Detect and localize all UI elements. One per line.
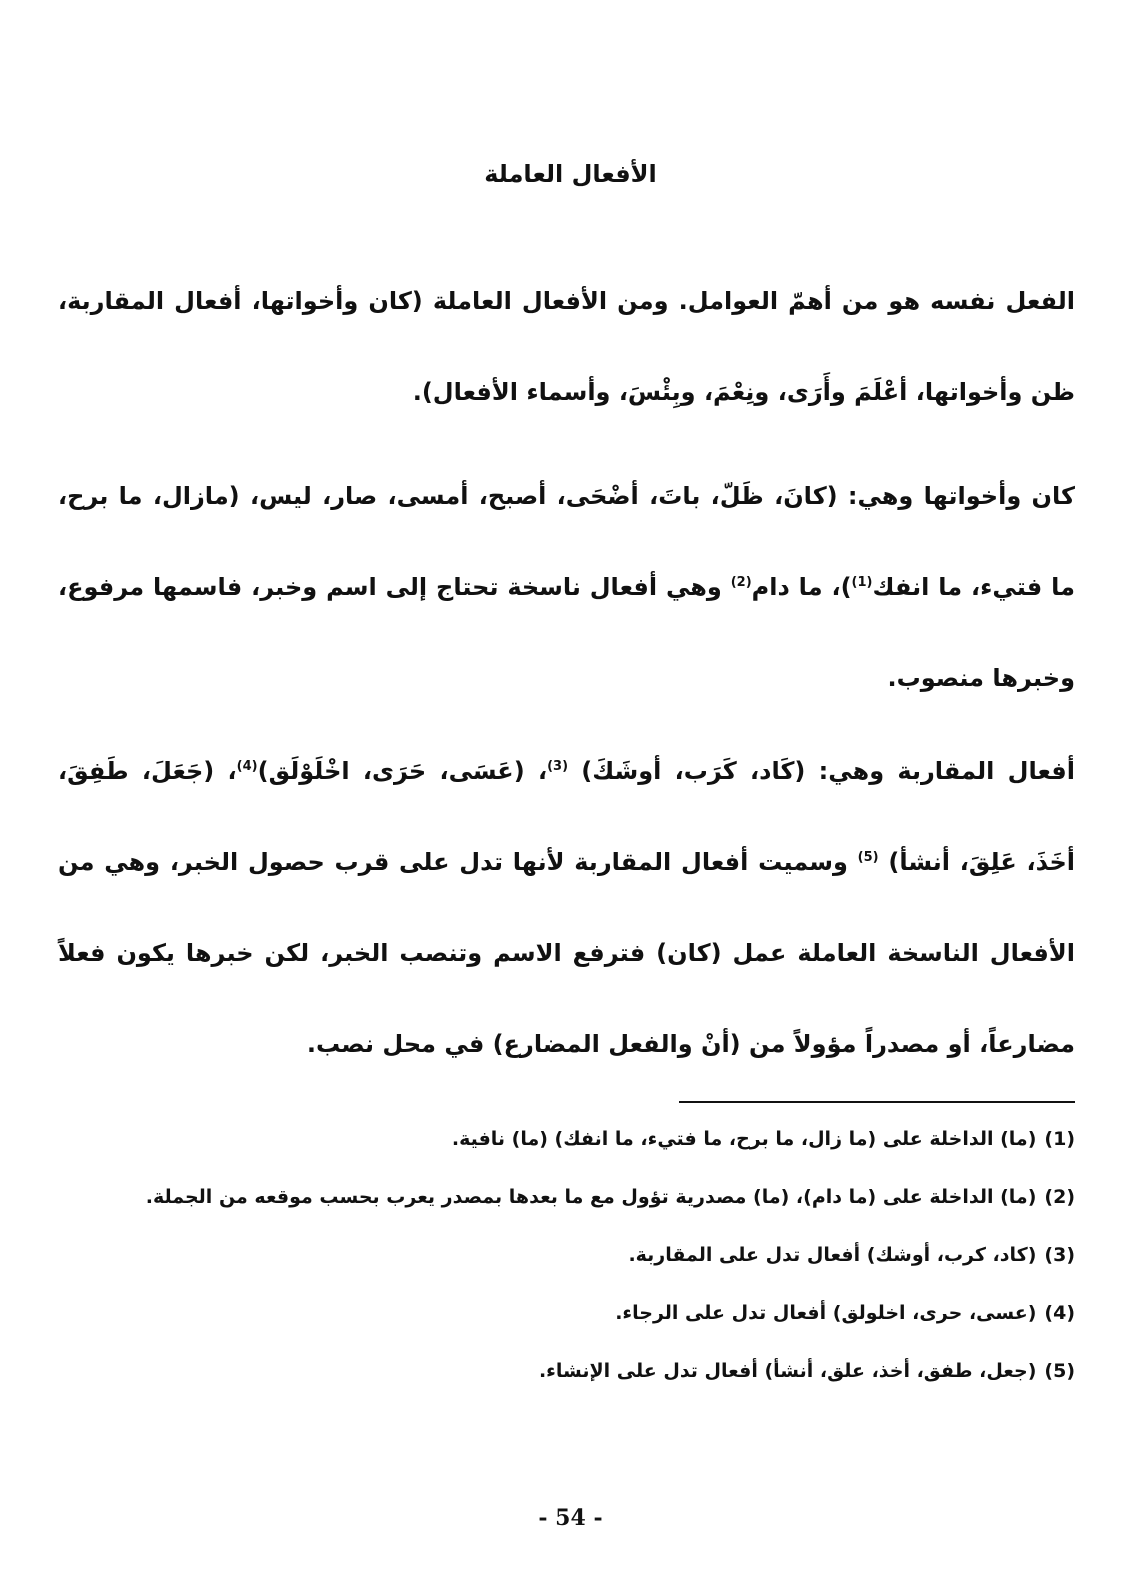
intro-paragraph [58,256,1075,438]
kana-paragraph [58,451,1075,724]
footnotes [58,1118,1075,1408]
kana-text-c: وهي أفعال ناسخة تحتاج إلى اسم وخبر، فاسمها مرفوع، وخبرها منصوب. [58,573,1075,692]
footnote-item [58,1176,1075,1218]
footnote-text: (ما) الداخلة على (ما دام)، (ما) مصدرية تؤول مع ما بعدها بمصدر يعرب بحسب موقعه من الجملة. [145,1186,1037,1208]
footnote-text: (كاد، كرب، أوشك) أفعال تدل على المقاربة. [628,1244,1037,1266]
muqaraba-text-b: ، (عَسَى، حَرَى، اخْلَوْلَق) [257,757,548,785]
footnote-number: (2) [1044,1186,1075,1208]
footnote-number: (5) [1044,1360,1075,1382]
footnote-number: (4) [1044,1302,1075,1324]
footnote-text: (جعل، طفق، أخذ، علق، أنشأ) أفعال تدل على الإنشاء. [538,1360,1037,1382]
muqaraba-text-c: ، (جَعَلَ، طَفِقَ، أخَذَ، عَلِقَ، أنشأ) [58,757,1075,876]
footnote-number: (1) [1044,1128,1075,1150]
footnote-item [58,1292,1075,1334]
page-number: - 54 - [538,1505,603,1531]
muqaraba-paragraph [58,726,1075,1090]
footnote-item [58,1350,1075,1392]
page-title: الأفعال العاملة [484,160,657,188]
kana-text-a: كان وأخواتها وهي: (كانَ، ظَلّ، باتَ، أضْحَى، أصبح، أمسى، صار، ليس، (مازال، ما برح، ما فتيء، ما انفك [58,482,1075,601]
kana-text-b: )، ما دام [751,573,852,601]
footnote-ref-5: (5) [857,850,879,865]
footnote-text: (ما) الداخلة على (ما زال، ما برح، ما فتيء، ما انفك) (ما) نافية. [451,1128,1037,1150]
intro-text: الفعل نفسه هو من أهمّ العوامل. ومن الأفعال العاملة (كان وأخواتها، أفعال المقاربة، ظن وأخواتها، أعْلَمَ وأَرَى، ونِعْمَ، وبِئْسَ، وأسماء الأفعال). [58,287,1075,406]
footnote-ref-4: (4) [236,759,258,774]
footnote-separator [679,1101,1075,1103]
footnote-item [58,1118,1075,1160]
footnote-number: (3) [1044,1244,1075,1266]
footnote-text: (عسى، حرى، اخلولق) أفعال تدل على الرجاء. [615,1302,1037,1324]
footnote-ref-1: (1) [851,575,873,590]
footnote-ref-3: (3) [547,759,569,774]
muqaraba-text-d: وسميت أفعال المقاربة لأنها تدل على قرب حصول الخبر، وهي من الأفعال الناسخة العاملة عمل (كان) فترفع الاسم وتنصب الخبر، لكن خبرها يكون فعلاً مضارعاً، أو مصدراً مؤولاً من (أنْ والفعل المضارع) في محل نصب. [58,848,1075,1058]
footnote-item [58,1234,1075,1276]
muqaraba-text-a: أفعال المقاربة وهي: (كَاد، كَرَب، أوشَكَ) [568,757,1075,785]
footnote-ref-2: (2) [730,575,752,590]
